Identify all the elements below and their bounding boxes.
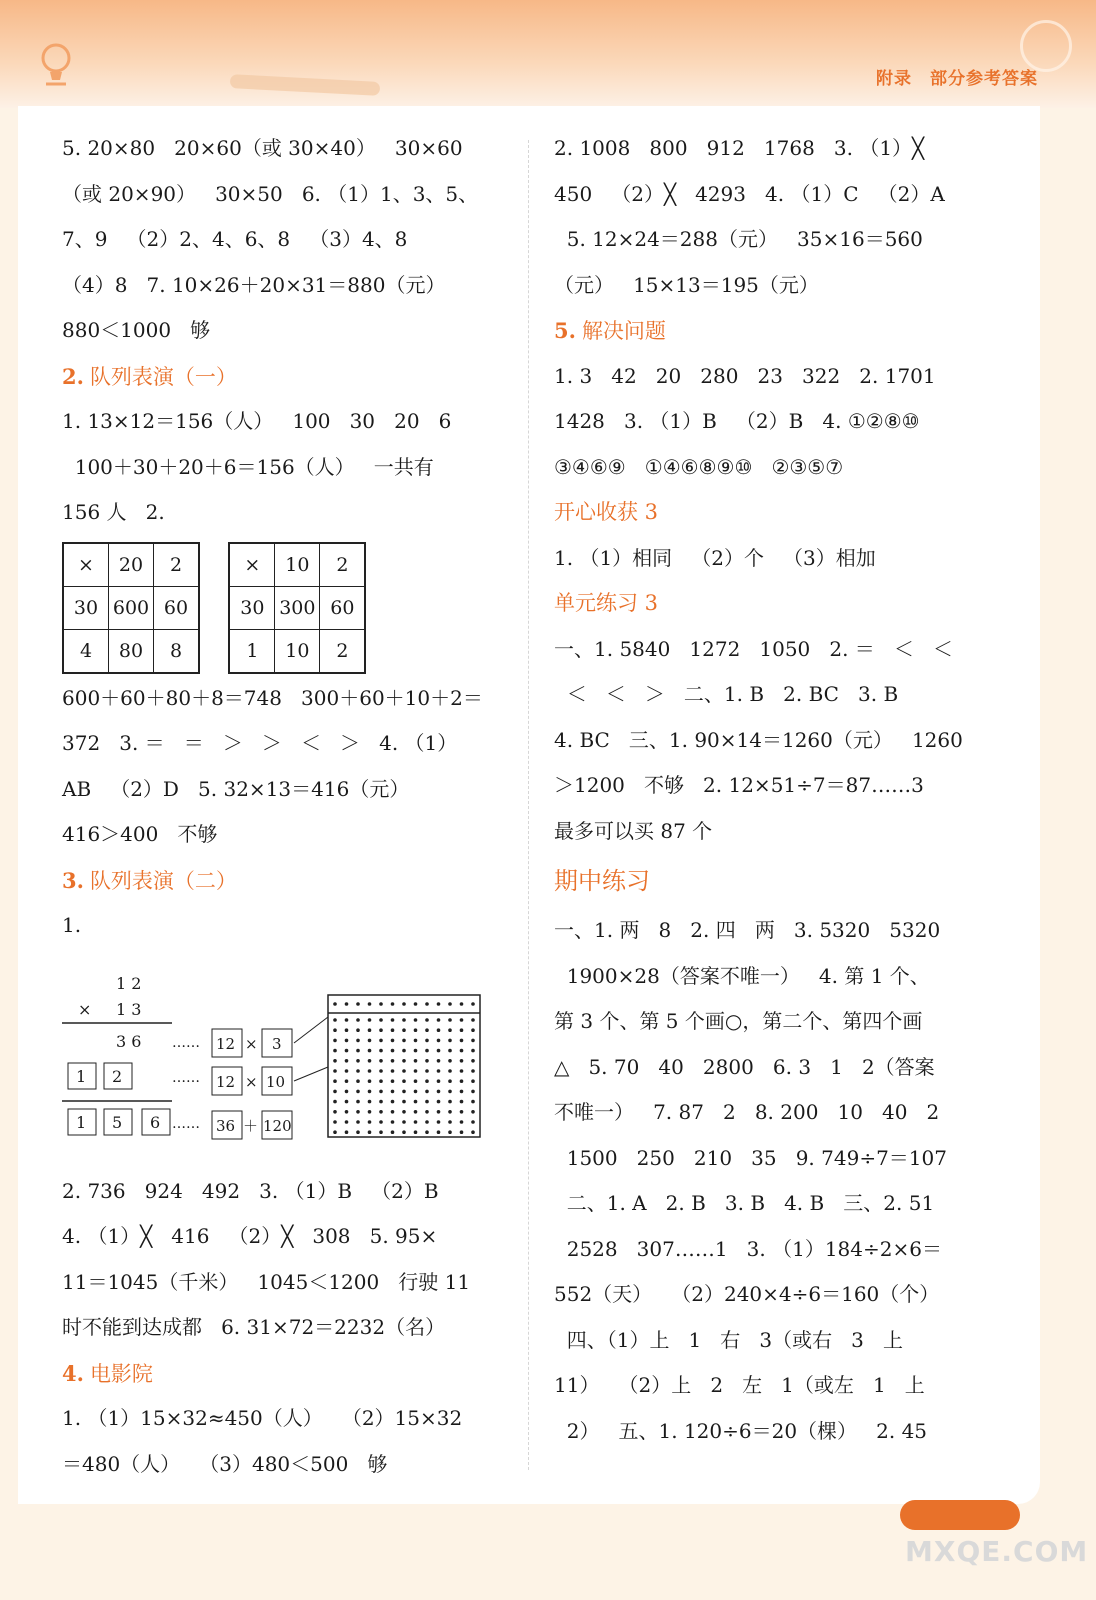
grid-dot [402,1089,406,1093]
grid-dot [356,1018,360,1022]
grid-dot [345,1079,349,1083]
page-number-badge [900,1500,1020,1530]
section-heading-3 [62,858,502,904]
table-cell: 2 [154,543,200,587]
grid-dot [437,1130,441,1134]
text-line: ＞1200 不够 2. 12×51÷7＝87……3 [554,773,924,797]
grid-dot [356,1059,360,1063]
operator: × [245,1072,258,1091]
text-line: （4）8 7. 10×26＋20×31＝880（元） [62,272,446,297]
text-line: 4. BC 三、1. 90×14＝1260（元） 1260 [554,727,963,752]
grid-dot [425,1028,429,1032]
text-line: 四、（1）上 1 右 3（或右 3 上 [554,1327,903,1352]
section-title: 队列表演（二） [89,868,237,893]
grid-dot [425,1048,429,1052]
multiplication-area-figure [62,945,502,1169]
text-line: 5. 20×80 20×60（或 30×40） 30×60 [62,136,463,160]
grid-dot [414,1079,418,1083]
grid-dot [379,1048,383,1052]
grid-dot [368,1048,372,1052]
text-line: 5. 12×24＝288（元） 35×16＝560 [554,227,923,251]
section-heading-4 [62,1351,502,1397]
grid-dot [368,1099,372,1103]
grid-dot [345,1099,349,1103]
figure-label: 1. [62,913,82,937]
grid-dot [379,1110,383,1114]
text-line: 不唯一） 7. 87 2 8. 200 10 40 2 [554,1100,940,1124]
grid-dot [425,1069,429,1073]
vertical-row-2: 1 3 [116,999,142,1019]
grid-dot [402,1028,406,1032]
grid-dot [414,1059,418,1063]
grid-dot [414,1018,418,1022]
grid-dot [448,1048,452,1052]
grid-dot [437,1002,441,1006]
text-line: ＝480（人） （3）480＜500 够 [62,1451,388,1476]
table-cell: 600 [109,586,154,629]
lightbulb-icon [36,40,76,90]
grid-dot [379,1059,383,1063]
section-title: 电影院 [89,1361,153,1386]
grid-dot [345,1038,349,1042]
small-box: 5 [112,1112,123,1132]
grid-dot [437,1028,441,1032]
right-block-4 [554,627,994,855]
grid-dot [345,1018,349,1022]
grid-dot [437,1048,441,1052]
grid-dot [471,1018,475,1022]
grid-dot [460,1002,464,1006]
grid-dot [471,1048,475,1052]
grid-dot [368,1059,372,1063]
grid-dot [471,1002,475,1006]
grid-dot [425,1059,429,1063]
grid-dot [471,1069,475,1073]
grid-dot [333,1038,337,1042]
grid-dot [391,1018,395,1022]
left-block-5 [62,1396,502,1487]
dots: …… [172,1069,200,1086]
grid-dot [356,1028,360,1032]
grid-dot [402,1130,406,1134]
grid-dot [425,1120,429,1124]
section-number: 2. [62,363,84,389]
text-line: 7、9 （2）2、4、6、8 （3）4、8 [62,227,408,251]
grid-dot [402,1069,406,1073]
text-line: 一、1. 5840 1272 1050 2. ＝ ＜ ＜ [554,636,953,661]
small-box: 1 [76,1066,87,1086]
grid-dot [368,1089,372,1093]
grid-dot [448,1002,452,1006]
grid-dot [471,1079,475,1083]
grid-dot [333,1059,337,1063]
grid-dot [460,1048,464,1052]
vertical-row-3: 3 6 [116,1031,142,1051]
text-line: 1900×28（答案不唯一） 4. 第 1 个、 [554,963,930,988]
table-cell: 2 [320,629,366,673]
grid-dot [391,1130,395,1134]
grid-dot [425,1099,429,1103]
table-cell: 60 [320,586,366,629]
grid-dot [333,1130,337,1134]
grid-dot [379,1130,383,1134]
grid-dot [345,1048,349,1052]
grid-dot [448,1089,452,1093]
grid-dot [437,1059,441,1063]
text-line: 最多可以买 87 个 [554,818,713,843]
grid-dot [379,1079,383,1083]
table-cell: 2 [320,543,366,587]
section-label: 部分参考答案 [930,69,1038,89]
grid-dot [414,1069,418,1073]
grid-dot [391,1099,395,1103]
text-line: 1500 250 210 35 9. 749÷7＝107 [554,1145,947,1170]
table-cell: 300 [275,586,320,629]
table-cell: 20 [109,543,154,587]
grid-dot [379,1028,383,1032]
table-cell: 30 [63,586,109,629]
grid-dot [333,1079,337,1083]
grid-dot [356,1048,360,1052]
section-heading-5 [554,308,994,354]
grid-dot [345,1028,349,1032]
harvest-heading: 开心收获 3 [554,500,659,524]
grid-dot [460,1079,464,1083]
table-cell: × [63,543,109,587]
text-line: 2） 五、1. 120÷6＝20（棵） 2. 45 [554,1418,928,1443]
grid-dot [345,1110,349,1114]
grid-dot [379,1018,383,1022]
grid-dot [402,1048,406,1052]
text-line: 880＜1000 够 [62,318,211,342]
text-line: 416＞400 不够 [62,822,218,846]
grid-dot [425,1130,429,1134]
grid-dot [437,1038,441,1042]
table-cell: 10 [275,629,320,673]
grid-dot [368,1018,372,1022]
grid-dot [414,1120,418,1124]
grid-dot [448,1120,452,1124]
multiplication-table-1 [62,542,200,674]
grid-dot [345,1069,349,1073]
text-line: 一、1. 两 8 2. 四 两 3. 5320 5320 [554,918,941,942]
unit-practice-heading: 单元练习 3 [554,591,659,615]
grid-dot [368,1120,372,1124]
grid-dot [425,1038,429,1042]
grid-dot [414,1028,418,1032]
right-block-1 [554,126,994,308]
grid-dot [368,1069,372,1073]
grid-dot [414,1048,418,1052]
grid-dot [448,1018,452,1022]
grid-dot [448,1028,452,1032]
section-number: 3. [62,867,84,893]
grid-dot [471,1110,475,1114]
grid-dot [448,1069,452,1073]
grid-dot [333,1110,337,1114]
grid-dot [437,1069,441,1073]
grid-dot [471,1130,475,1134]
grid-dot [356,1120,360,1124]
text-line: 450 （2）╳ 4293 4. （1）C （2）A [554,181,945,206]
table-cell: 8 [154,629,200,673]
grid-dot [437,1089,441,1093]
operator: × [245,1034,258,1053]
grid-dot [425,1002,429,1006]
grid-dot [414,1038,418,1042]
grid-dot [460,1059,464,1063]
grid-dot [333,1002,337,1006]
grid-dot [379,1002,383,1006]
grid-dot [460,1110,464,1114]
grid-dot [425,1110,429,1114]
left-block-4 [62,1169,502,1351]
grid-dot [345,1002,349,1006]
grid-dot [356,1002,360,1006]
grid-dot [356,1069,360,1073]
text-line: 1. （1）15×32≈450（人） （2）15×32 [62,1406,463,1430]
grid-dot [333,1048,337,1052]
box-value: 36 [216,1116,236,1135]
grid-dot [425,1089,429,1093]
grid-dot [460,1120,464,1124]
operator: ＋ [243,1116,259,1135]
grid-dot [448,1110,452,1114]
grid-dot [379,1089,383,1093]
grid-dot [460,1130,464,1134]
text-line: 第 3 个、第 5 个画○，第二个、第四个画 [554,1009,923,1033]
small-box: 1 [76,1112,87,1132]
grid-dot [368,1028,372,1032]
grid-dot [345,1089,349,1093]
grid-dot [448,1099,452,1103]
grid-dot [368,1038,372,1042]
table-cell: 10 [275,543,320,587]
grid-dot [379,1038,383,1042]
midterm-heading: 期中练习 [554,867,650,895]
grid-dot [391,1069,395,1073]
grid-dot [402,1120,406,1124]
grid-dot [391,1028,395,1032]
text-line: 372 3. ＝ ＝ ＞ ＞ ＜ ＞ 4. （1） [62,731,458,755]
text-line: 2528 307……1 3. （1）184÷2×6＝ [554,1236,942,1261]
grid-dot [460,1089,464,1093]
text-line: 11＝1045（千米） 1045＜1200 行驶 11 [62,1269,471,1294]
text-line: 1. 3 42 20 280 23 322 2. 1701 [554,363,936,388]
grid-dot [402,1099,406,1103]
table-cell: × [229,543,275,587]
section-title: 队列表演（一） [89,364,237,389]
text-line: 600＋60＋80＋8＝748 300＋60＋10＋2＝ [62,685,483,710]
grid-dot [471,1038,475,1042]
grid-dot [471,1099,475,1103]
text-line: 1. （1）相同 （2）个 （3）相加 [554,545,876,570]
grid-dot [368,1079,372,1083]
grid-dot [356,1130,360,1134]
grid-dot [391,1089,395,1093]
text-line: 2. 1008 800 912 1768 3. （1）╳ [554,136,925,160]
vertical-times: × [78,999,92,1019]
grid-dot [402,1018,406,1022]
table-cell: 4 [63,629,109,673]
grid-dot [391,1110,395,1114]
grid-dot [333,1069,337,1073]
right-block-2 [554,354,994,491]
box-value: 12 [216,1072,236,1091]
grid-dot [425,1079,429,1083]
vertical-row-1: 1 2 [116,973,142,993]
text-line: 156 人 2. [62,500,165,524]
grid-dot [471,1120,475,1124]
grid-dot [333,1120,337,1124]
box-value: 12 [216,1034,236,1053]
grid-dot [368,1002,372,1006]
text-line: 11） （2）上 2 左 1（或左 1 上 [554,1373,925,1397]
grid-dot [460,1028,464,1032]
grid-dot [460,1069,464,1073]
text-line: 1428 3. （1）B （2）B 4. ①②⑧⑩ [554,409,920,433]
right-column [554,126,994,1454]
grid-dot [402,1079,406,1083]
grid-dot [437,1079,441,1083]
watermark: MXQE.COM [905,1535,1089,1568]
left-block-3 [62,676,502,858]
grid-dot [402,1110,406,1114]
grid-dot [368,1110,372,1114]
table-cell: 80 [109,629,154,673]
grid-dot [448,1130,452,1134]
text-line: 1. 13×12＝156（人） 100 30 20 6 [62,409,452,433]
grid-dot [345,1130,349,1134]
dots: …… [172,1034,200,1051]
column-divider [528,140,529,1470]
grid-dot [448,1038,452,1042]
grid-dot [391,1048,395,1052]
grid-dot [356,1038,360,1042]
small-box: 2 [112,1066,123,1086]
grid-dot [333,1099,337,1103]
box-value: 120 [263,1116,292,1135]
grid-dot [471,1089,475,1093]
multiplication-table-2 [228,542,366,674]
left-block-2 [62,399,502,536]
table-cell: 60 [154,586,200,629]
grid-dot [391,1059,395,1063]
grid-dot [437,1120,441,1124]
grid-dot [356,1079,360,1083]
table-cell: 1 [229,629,275,673]
page-header-band [0,0,1096,108]
grid-dot [391,1120,395,1124]
grid-dot [414,1130,418,1134]
grid-dot [402,1038,406,1042]
section-number: 5. [554,318,576,343]
section-heading-2 [62,354,502,400]
text-line: 552（天） （2）240×4÷6＝160（个） [554,1282,940,1306]
grid-dot [333,1089,337,1093]
right-block-5 [554,908,994,1454]
grid-dot [379,1120,383,1124]
grid-dot [437,1110,441,1114]
grid-dot [391,1038,395,1042]
section-title: 解决问题 [581,319,666,343]
left-block-1 [62,126,502,354]
section-number: 4. [62,1360,84,1386]
box-value: 10 [266,1072,286,1091]
dot-grid [333,1002,475,1134]
grid-dot [471,1028,475,1032]
grid-dot [414,1110,418,1114]
text-line: △ 5. 70 40 2800 6. 3 1 2（答案 [554,1054,935,1079]
grid-dot [345,1120,349,1124]
grid-dot [345,1059,349,1063]
multiplication-tables [62,536,502,676]
grid-dot [471,1059,475,1063]
grid-dot [368,1130,372,1134]
grid-dot [448,1079,452,1083]
text-line: （或 20×90） 30×50 6. （1）1、3、5、 [62,181,479,206]
left-column [62,126,502,1487]
grid-dot [425,1018,429,1022]
grid-dot [333,1018,337,1022]
grid-dot [460,1038,464,1042]
grid-dot [414,1002,418,1006]
grid-dot [402,1059,406,1063]
grid-dot [379,1099,383,1103]
text-line: ③④⑥⑨ ①④⑥⑧⑨⑩ ②③⑤⑦ [554,454,844,479]
small-box: 6 [150,1112,161,1132]
grid-dot [356,1099,360,1103]
grid-dot [356,1089,360,1093]
text-line: 100＋30＋20＋6＝156（人） 一共有 [62,454,434,479]
box-value: 3 [272,1034,282,1053]
grid-dot [437,1099,441,1103]
grid-dot [333,1028,337,1032]
text-line: 2. 736 924 492 3. （1）B （2）B [62,1178,439,1203]
text-line: 时不能到达成都 6. 31×72＝2232（名） [62,1315,446,1339]
grid-dot [460,1099,464,1103]
grid-dot [414,1089,418,1093]
grid-dot [391,1002,395,1006]
grid-dot [379,1069,383,1073]
appendix-label: 附录 [876,69,912,89]
right-block-3 [554,536,994,582]
text-line: （元） 15×13＝195（元） [554,272,819,297]
grid-dot [437,1018,441,1022]
dots: …… [172,1115,200,1132]
table-cell: 30 [229,586,275,629]
grid-dot [356,1110,360,1114]
text-line: 二、1. A 2. B 3. B 4. B 三、2. 51 [554,1191,935,1215]
grid-dot [448,1059,452,1063]
grid-dot [391,1079,395,1083]
grid-dot [414,1099,418,1103]
text-line: 4. （1）╳ 416 （2）╳ 308 5. 95× [62,1224,438,1248]
text-line: AB （2）D 5. 32×13＝416（元） [62,776,410,801]
text-line: ＜ ＜ ＞ 二、1. B 2. BC 3. B [554,682,899,706]
header-tag [876,64,1038,89]
grid-dot [402,1002,406,1006]
grid-dot [460,1018,464,1022]
